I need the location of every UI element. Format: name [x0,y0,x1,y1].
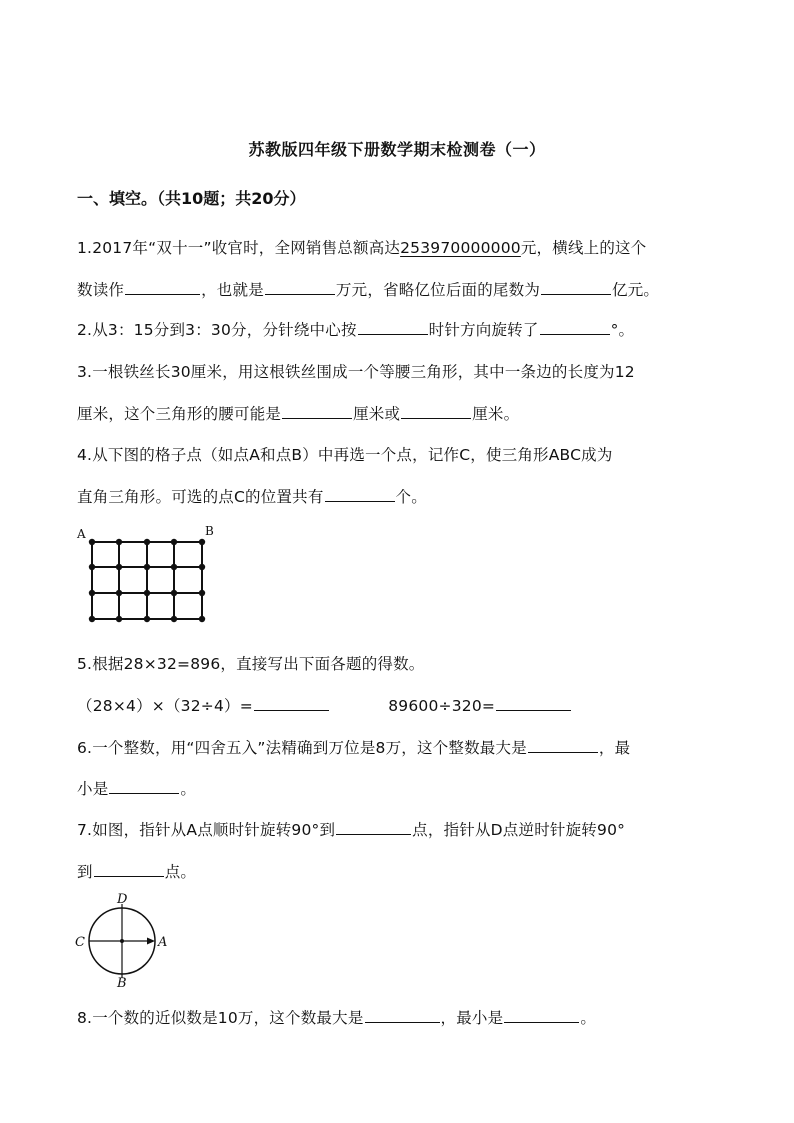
q1-text: 亿元。 [612,281,660,299]
q2-text: 时针方向旋转了 [428,321,539,339]
point-b-label: B [205,524,214,538]
q1-text: 万元，省略亿位后面的尾数为 [335,281,541,299]
point-b-label: B [117,976,127,990]
question-1-line-1 [77,236,646,258]
q7-text: 7.如图，指针从A点顺时针旋转90°到 [77,821,336,839]
question-4-line-2 [77,485,427,507]
grid-figure [72,520,222,630]
question-7-line-1 [77,818,625,840]
q1-underlined-number: 253970000000 [400,239,521,257]
q1-text-end: 元，横线上的这个 [520,239,647,257]
point-c-label: C [75,935,85,950]
answer-blank[interactable] [109,779,179,794]
answer-blank[interactable] [325,487,395,502]
q6-text: 6.一个整数，用“四舍五入”法精确到万位是8万，这个整数最大是 [77,739,527,757]
answer-blank[interactable] [125,280,200,295]
question-5 [77,652,425,674]
q1-text: 1.2017年“双十一”收官时，全网销售总额高达 [77,239,401,257]
q4-text: 直角三角形。可选的点C的位置共有 [77,488,324,506]
question-2 [77,318,634,340]
answer-blank[interactable] [504,1008,579,1023]
q1-text: 数读作 [77,281,125,299]
q7-text: 到 [77,863,93,881]
q4-text: 个。 [395,488,427,506]
q8-text: 。 [580,1009,597,1027]
question-8 [77,1006,596,1028]
answer-blank[interactable] [496,696,571,711]
q8-text: 8.一个数的近似数是10万，这个数最大是 [77,1009,364,1027]
q1-text: ，也就是 [201,281,264,299]
q6-text: ，最 [598,739,631,757]
question-1-line-2 [77,278,659,300]
answer-blank[interactable] [94,862,164,877]
q3-text: 3.一根铁丝长30厘米，用这根铁丝围成一个等腰三角形，其中一条边的长度为12 [77,363,635,381]
point-a-label: A [77,527,86,541]
expression-2: 89600÷320= [388,697,496,715]
q2-text: 2.从3：15分到3：30分，分针绕中心按 [77,321,357,339]
question-3-line-2 [77,402,519,424]
question-7-line-2 [77,860,196,882]
answer-blank[interactable] [282,404,352,419]
q3-text: 厘米，这个三角形的腰可能是 [77,405,282,423]
q2-text: °。 [610,321,635,339]
point-d-label: D [117,892,128,907]
pointer-arrow-icon [147,938,155,945]
section-heading: 一、填空。（共10题；共20分） [77,189,306,208]
q3-text: 厘米或 [353,405,401,423]
clock-dial-figure [70,890,180,990]
question-3-line-1 [77,360,635,382]
answer-blank[interactable] [541,280,611,295]
answer-blank[interactable] [358,320,428,335]
q6-text: 。 [180,780,197,798]
q8-text: ，最小是 [440,1009,504,1027]
q7-text: 点。 [164,863,197,881]
answer-blank[interactable] [540,320,610,335]
q6-text: 小是 [77,780,109,798]
q4-text: 4.从下图的格子点（如点A和点B）中再选一个点，记作C，使三角形ABC成为 [77,446,613,464]
page-title: 苏教版四年级下册数学期末检测卷（一） [248,140,546,159]
answer-blank[interactable] [365,1008,440,1023]
answer-blank[interactable] [336,820,411,835]
question-5-expressions [77,694,572,716]
question-4-line-1 [77,443,613,465]
expression-1: （28×4）×（32÷4）= [77,697,253,715]
answer-blank[interactable] [265,280,335,295]
answer-blank[interactable] [528,738,598,753]
q5-text: 5.根据28×32=896，直接写出下面各题的得数。 [77,655,425,673]
question-6-line-2 [77,777,196,799]
question-6-line-1 [77,736,630,758]
q7-text: 点，指针从D点逆时针旋转90° [412,821,626,839]
q3-text: 厘米。 [472,405,520,423]
answer-blank[interactable] [254,696,329,711]
answer-blank[interactable] [401,404,471,419]
point-a-label: A [158,935,168,950]
